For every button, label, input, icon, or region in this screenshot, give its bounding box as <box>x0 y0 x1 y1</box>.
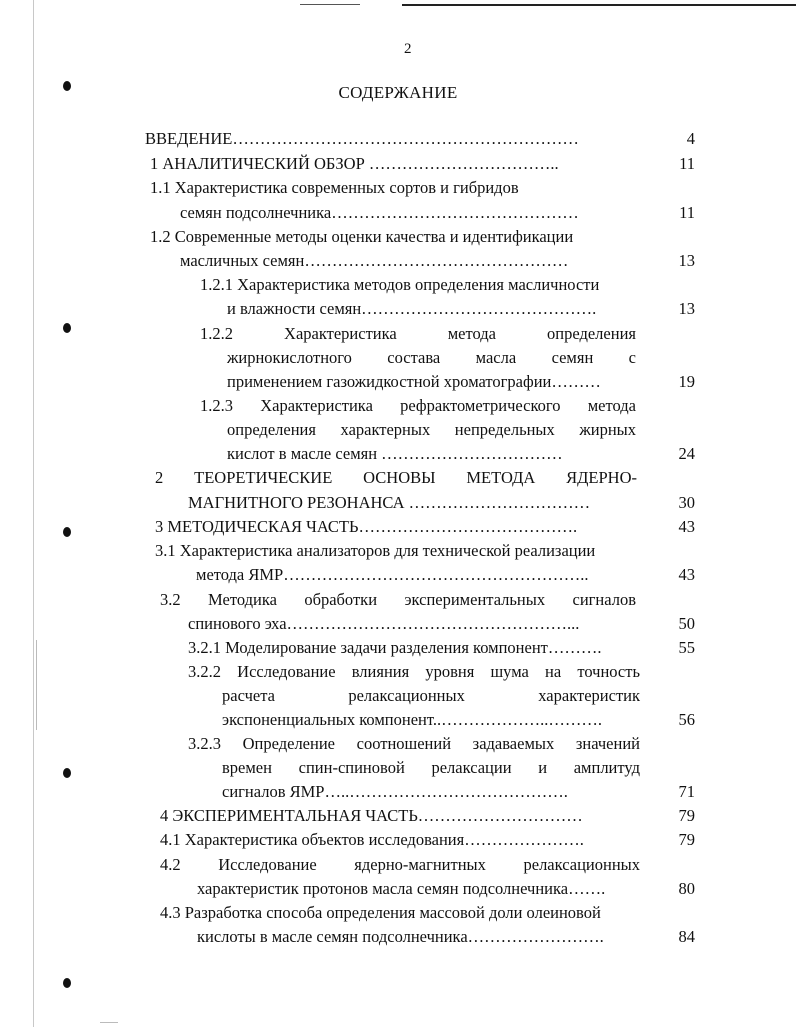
toc-entry-text: жирнокислотного состава масла семян с <box>227 348 636 367</box>
toc-entry-text: 1.2 Современные методы оценки качества и идентификации <box>150 227 574 246</box>
toc-entry-page: 84 <box>678 927 695 946</box>
toc-entry-page: 13 <box>678 299 695 318</box>
toc-entry-page: 50 <box>678 614 695 633</box>
toc-entry-text: 3 МЕТОДИЧЕСКАЯ ЧАСТЬ…………………………………. <box>155 517 578 536</box>
toc-entry-text: 2 ТЕОРЕТИЧЕСКИЕ ОСНОВЫ МЕТОДА ЯДЕРНО- <box>155 468 637 487</box>
toc-entry-text: экспоненциальных компонент..………………..………. <box>222 710 602 729</box>
toc-entry-text: 3.2 Методика обработки экспериментальных сигналов <box>160 590 636 609</box>
toc-entry-text: семян подсолнечника……………………………………… <box>180 203 579 222</box>
toc-entry-text: 3.2.1 Моделирование задачи разделения компонент………. <box>188 638 602 657</box>
toc-title: СОДЕРЖАНИЕ <box>338 83 458 102</box>
toc-entry-text: сигналов ЯМР…..…………………………………. <box>222 782 568 801</box>
toc-entry-text: спинового эха……………………………………………... <box>188 614 580 633</box>
toc-entry-text: применением газожидкостной хроматографии……… <box>227 372 601 391</box>
toc-entry-text: времен спин-спиновой релаксации и амплитуд <box>222 758 640 777</box>
toc-entry-page: 30 <box>678 493 695 512</box>
toc-entry-page: 79 <box>678 830 695 849</box>
toc-entry-text: и влажности семян……………………………………. <box>227 299 597 318</box>
toc-entry-text: расчета релаксационных характеристик <box>222 686 640 705</box>
toc-entry-page: 11 <box>679 203 695 222</box>
toc-entry-page: 19 <box>678 372 695 391</box>
toc-entry-text: 1.2.1 Характеристика методов определения масличности <box>200 275 600 294</box>
toc-entry-page: 4 <box>686 129 695 148</box>
toc-entry-page: 56 <box>678 710 695 729</box>
toc-entry-text: кислот в масле семян …………………………… <box>227 444 563 463</box>
toc-entry-text: 3.2.2 Исследование влияния уровня шума на точность <box>188 662 640 681</box>
page-number: 2 <box>404 41 412 57</box>
toc-entry-text: 3.2.3 Определение соотношений задаваемых значений <box>188 734 640 753</box>
punch-hole-mark <box>63 978 71 988</box>
toc-entry-text: 4 ЭКСПЕРИМЕНТАЛЬНАЯ ЧАСТЬ………………………… <box>160 806 583 825</box>
toc-entry-text: 1.1 Характеристика современных сортов и гибридов <box>150 178 519 197</box>
toc-entry-text: характеристик протонов масла семян подсолнечника……. <box>197 879 606 898</box>
punch-hole-mark <box>63 527 71 537</box>
scan-artifact <box>36 640 37 730</box>
toc-entry-text: МАГНИТНОГО РЕЗОНАНСА …………………………… <box>188 493 591 512</box>
toc-entry-page: 13 <box>678 251 695 270</box>
toc-entry-page: 55 <box>678 638 695 657</box>
scan-top-mark <box>300 4 360 5</box>
toc-entry-page: 11 <box>679 154 695 173</box>
toc-entry-text: кислоты в масле семян подсолнечника……………………. <box>197 927 604 946</box>
toc-entry-text: ВВЕДЕНИЕ……………………………………………………… <box>145 129 579 148</box>
toc-entry-text: 4.1 Характеристика объектов исследования…………………. <box>160 830 584 849</box>
toc-entry-text: масличных семян………………………………………… <box>180 251 569 270</box>
toc-entry-text: метода ЯМР……………………………………………….. <box>196 565 589 584</box>
toc-entry-text: 4.3 Разработка способа определения массовой доли олеиновой <box>160 903 601 922</box>
toc-entry-text: 1.2.2 Характеристика метода определения <box>200 324 636 343</box>
toc-entry-page: 80 <box>678 879 695 898</box>
toc-entry-page: 43 <box>678 565 695 584</box>
punch-hole-mark <box>63 323 71 333</box>
toc-entry-page: 79 <box>678 806 695 825</box>
toc-entry-page: 43 <box>678 517 695 536</box>
scan-top-border <box>402 4 796 6</box>
toc-entry-text: 1.2.3 Характеристика рефрактометрического метода <box>200 396 636 415</box>
toc-entry-text: 4.2 Исследование ядерно-магнитных релаксационных <box>160 855 640 874</box>
toc-entry-page: 71 <box>678 782 695 801</box>
toc-entry-text: 1 АНАЛИТИЧЕСКИЙ ОБЗОР …………………………….. <box>150 154 559 173</box>
scan-artifact <box>100 1022 118 1023</box>
punch-hole-mark <box>63 768 71 778</box>
scan-left-edge <box>33 0 34 1027</box>
toc-entry-page: 24 <box>678 444 695 463</box>
toc-entry-text: определения характерных непредельных жирных <box>227 420 636 439</box>
toc-entry-text: 3.1 Характеристика анализаторов для технической реализации <box>155 541 596 560</box>
